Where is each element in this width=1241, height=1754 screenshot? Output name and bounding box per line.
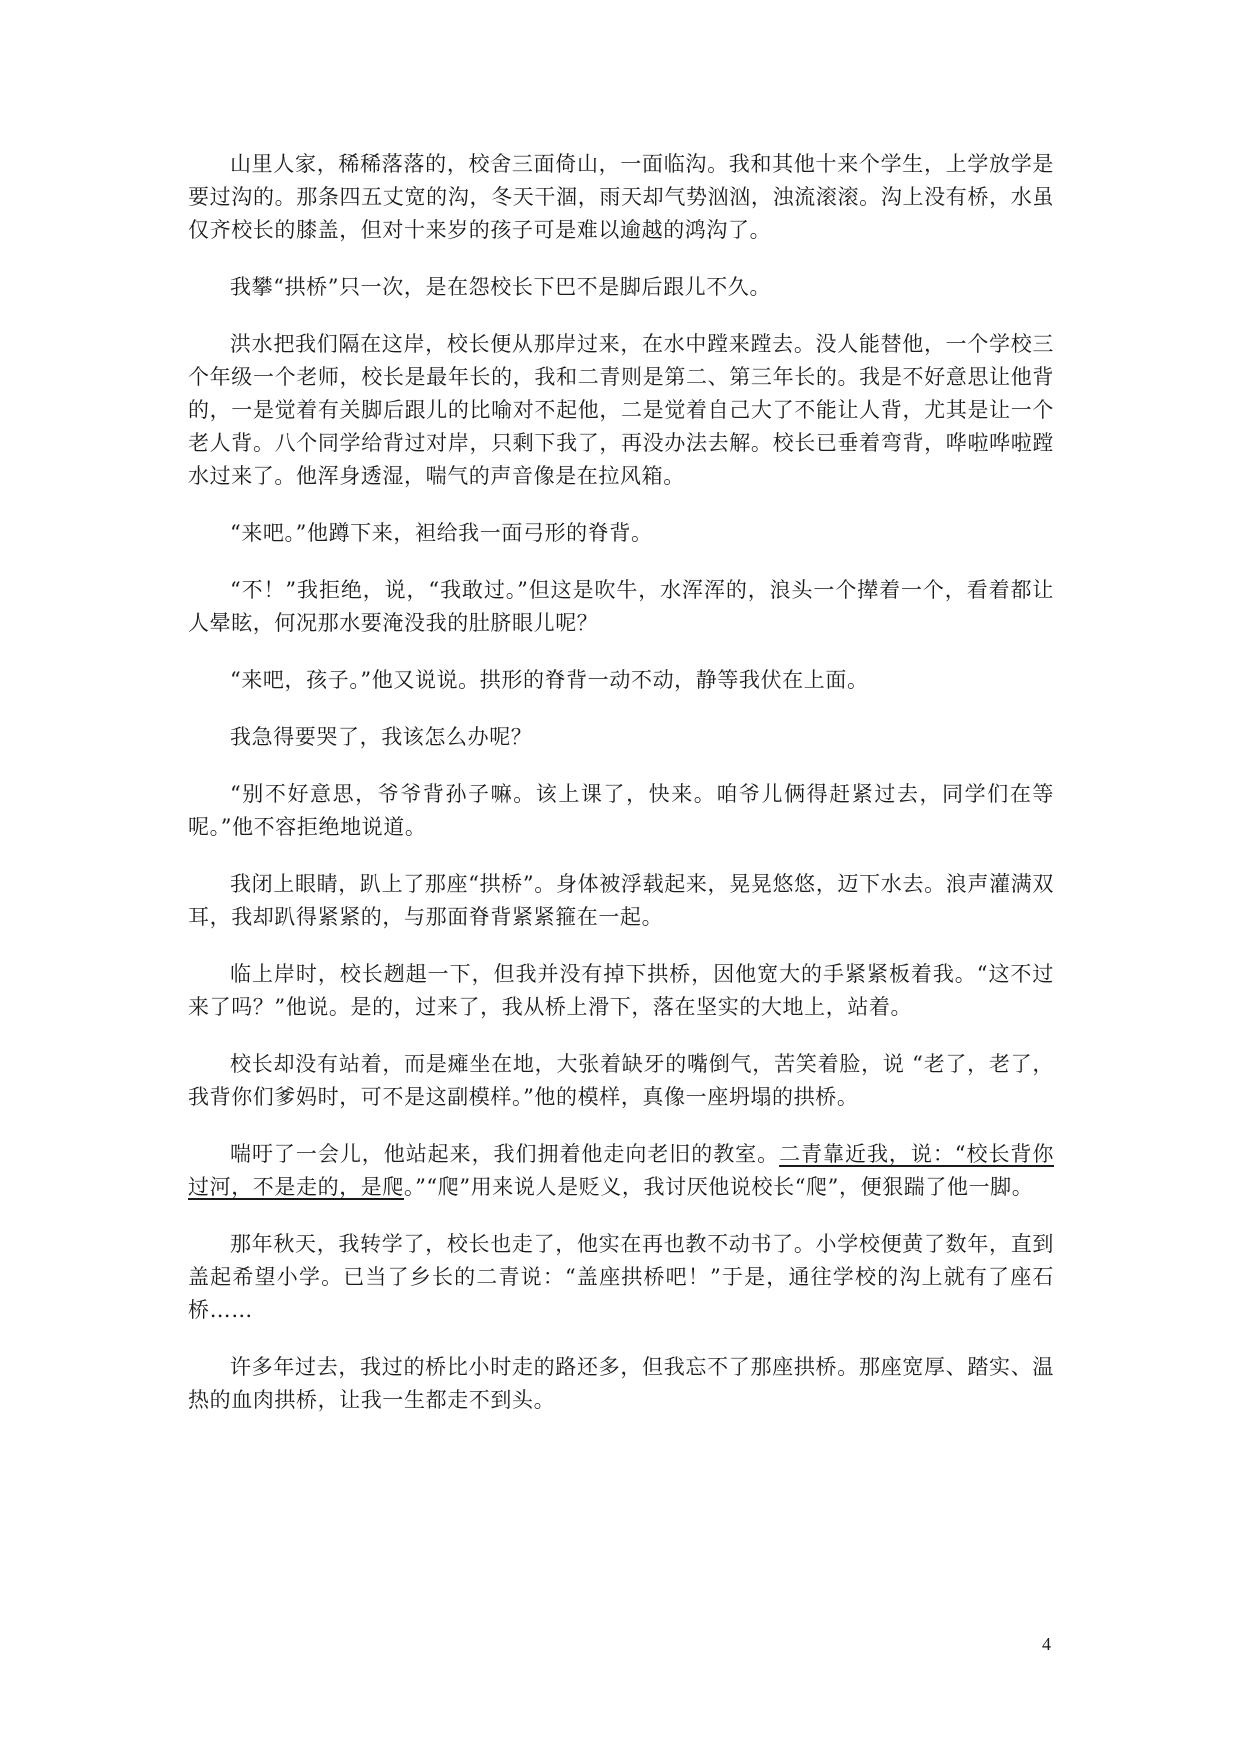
document-body: [188, 148, 1054, 1441]
paragraph-12: [188, 1138, 1054, 1204]
page-number: 4: [1042, 1634, 1051, 1654]
paragraph-12-text: 喘吁了一会儿，他站起来，我们拥着他走向老旧的教室。: [230, 1142, 780, 1166]
paragraph-4: “来吧。”他蹲下来，袒给我一面弓形的脊背。: [230, 521, 653, 545]
paragraph-13: 那年秋天，我转学了，校长也走了，他实在再也教不动书了。小学校便黄了数年，直到盖起希望小学。已当了乡长的二青说：“盖座拱桥吧！”于是，通往学校的沟上就有了座石桥……: [188, 1232, 1054, 1322]
paragraph-11: 校长却没有站着，而是瘫坐在地，大张着缺牙的嘴倒气，苦笑着脸，说 “老了，老了，我背你们爹妈时，可不是这副模样。”他的模样，真像一座坍塌的拱桥。: [188, 1052, 1054, 1109]
paragraph-7: 我急得要哭了，我该怎么办呢？: [230, 725, 533, 749]
paragraph-10: 临上岸时，校长趔趄一下，但我并没有掉下拱桥，因他宽大的手紧紧板着我。“这不过来了吗？”他说。是的，过来了，我从桥上滑下，落在坚实的大地上，站着。: [188, 962, 1054, 1019]
underlined-sentence: 二青靠近我，说：“校长背你过河，不是走的，是爬: [188, 1142, 1054, 1199]
paragraph-3: 洪水把我们隔在这岸，校长便从那岸过来，在水中蹚来蹚去。没人能替他，一个学校三个年级一个老师，校长是最年长的，我和二青则是第二、第三年长的。我是不好意思让他背的，一是觉着有关脚后跟儿的比喻对不起他，二是觉着自己大了不能让人背，尤其是让一个老人背。八个同学给背过对岸，只剩下我了，再没办法去解。校长已垂着弯背，哗啦哗啦蹚水过来了。他浑身透湿，喘气的声音像是在拉风箱。: [188, 332, 1054, 488]
paragraph-8: “别不好意思，爷爷背孙子嘛。该上课了，快来。咱爷儿俩得赶紧过去，同学们在等呢。”他不容拒绝地说道。: [188, 782, 1054, 839]
paragraph-2: 我攀“拱桥”只一次，是在怨校长下巴不是脚后跟儿不久。: [230, 275, 772, 299]
paragraph-9: 我闭上眼睛，趴上了那座“拱桥”。身体被浮载起来，晃晃悠悠，迈下水去。浪声灌满双耳，我却趴得紧紧的，与那面脊背紧紧箍在一起。: [188, 872, 1054, 929]
paragraph-12-text-end: 。”“爬”用来说人是贬义，我讨厌他说校长“爬”，便狠踹了他一脚。: [404, 1175, 1034, 1199]
paragraph-5: “不！”我拒绝，说，“我敢过。”但这是吹牛，水浑浑的，浪头一个撵着一个，看着都让人晕眩，何况那水要淹没我的肚脐眼儿呢？: [188, 578, 1054, 635]
paragraph-14: 许多年过去，我过的桥比小时走的路还多，但我忘不了那座拱桥。那座宽厚、踏实、温热的血肉拱桥，让我一生都走不到头。: [188, 1355, 1054, 1412]
paragraph-1: 山里人家，稀稀落落的，校舍三面倚山，一面临沟。我和其他十来个学生，上学放学是要过沟的。那条四五丈宽的沟，冬天干涸，雨天却气势汹汹，浊流滚滚。沟上没有桥，水虽仅齐校长的膝盖，但对十来岁的孩子可是难以逾越的鸿沟了。: [188, 152, 1054, 242]
paragraph-6: “来吧，孩子。”他又说说。拱形的脊背一动不动，静等我伏在上面。: [230, 668, 869, 692]
